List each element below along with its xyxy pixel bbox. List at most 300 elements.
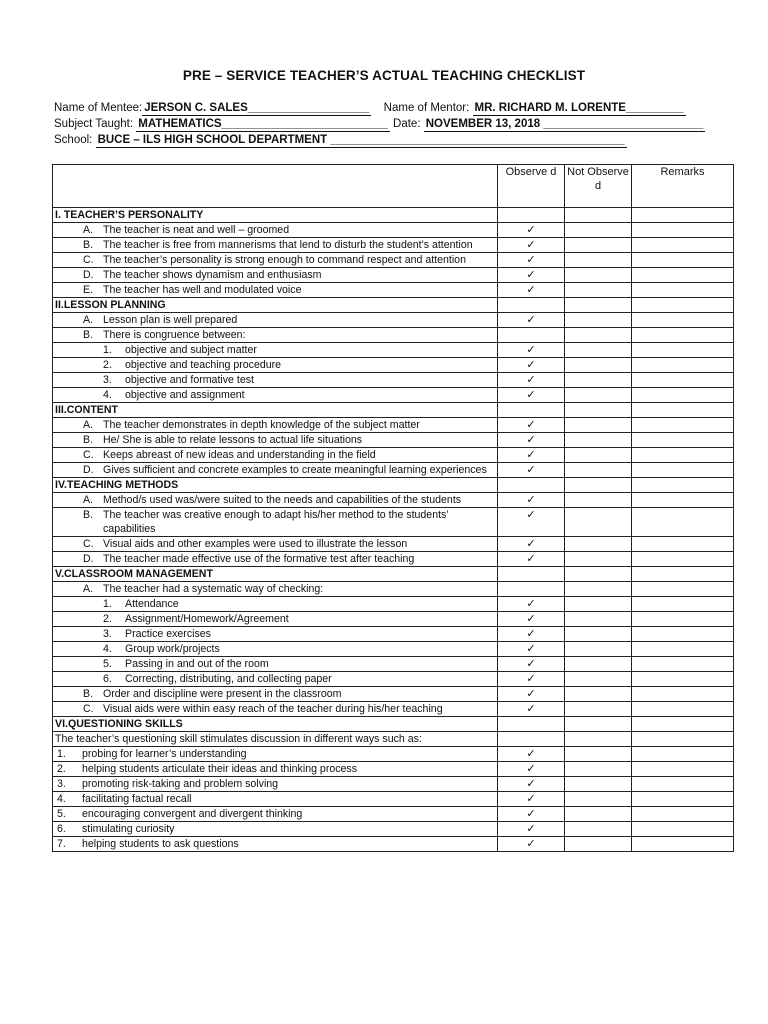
criterion-text: The teacher was creative enough to adapt his/her method to the students’ capabilities [103, 509, 449, 535]
observed-cell [498, 298, 565, 313]
table-row [53, 807, 734, 822]
not-observed-cell [565, 328, 632, 343]
criterion-cell [53, 822, 498, 837]
table-row [53, 747, 734, 762]
observed-cell [498, 582, 565, 597]
criterion-cell [53, 463, 498, 478]
observed-cell [498, 777, 565, 792]
criterion-cell [53, 253, 498, 268]
observed-cell [498, 657, 565, 672]
subject-label: Subject Taught: [54, 118, 134, 130]
criterion-label: 7. [57, 838, 66, 850]
not-observed-cell [565, 732, 632, 747]
not-observed-cell [565, 672, 632, 687]
check-icon: ✓ [526, 419, 536, 431]
criterion-cell [53, 702, 498, 717]
check-icon: ✓ [526, 389, 536, 401]
criterion-item [55, 313, 495, 327]
criterion-text: Visual aids and other examples were used to illustrate the lesson [103, 538, 408, 550]
observed-cell [498, 328, 565, 343]
section-title: IV.TEACHING METHODS [53, 478, 498, 493]
criterion-item [55, 612, 495, 626]
table-row [53, 328, 734, 343]
remarks-cell [632, 433, 734, 448]
criterion-label: D. [83, 464, 94, 476]
checklist-table [52, 164, 734, 852]
check-icon: ✓ [526, 359, 536, 371]
criterion-label: C. [83, 254, 94, 266]
observed-cell [498, 223, 565, 238]
not-observed-cell [565, 313, 632, 328]
check-icon: ✓ [526, 464, 536, 476]
check-icon: ✓ [526, 284, 536, 296]
criterion-text: helping students to ask questions [82, 838, 239, 850]
table-row [53, 777, 734, 792]
criterion-label: A. [83, 314, 94, 326]
observed-cell [498, 732, 565, 747]
criterion-label: A. [83, 583, 94, 595]
criterion-cell [53, 642, 498, 657]
observed-cell [498, 627, 565, 642]
table-row [53, 552, 734, 567]
not-observed-cell [565, 537, 632, 552]
criteria-header [53, 165, 498, 208]
table-row [53, 253, 734, 268]
section-row [53, 478, 734, 493]
remarks-cell [632, 268, 734, 283]
not-observed-cell [565, 837, 632, 852]
criterion-text: stimulating curiosity [82, 823, 175, 835]
criterion-cell [53, 552, 498, 567]
criterion-text: objective and formative test [125, 374, 254, 386]
table-row [53, 268, 734, 283]
table-row [53, 418, 734, 433]
criterion-text: objective and teaching procedure [125, 359, 282, 371]
section-row [53, 567, 734, 582]
check-icon: ✓ [526, 254, 536, 266]
criterion-cell [53, 747, 498, 762]
observed-cell [498, 762, 565, 777]
remarks-cell [632, 418, 734, 433]
observed-cell [498, 672, 565, 687]
check-icon: ✓ [526, 823, 536, 835]
criterion-text: Gives sufficient and concrete examples to create meaningful learning experiences [103, 464, 487, 476]
table-row [53, 463, 734, 478]
criterion-cell [53, 627, 498, 642]
remarks-cell [632, 253, 734, 268]
criterion-label: 4. [103, 389, 112, 401]
criterion-item [55, 552, 495, 566]
not-observed-cell [565, 448, 632, 463]
criterion-text: Correcting, distributing, and collecting paper [125, 673, 332, 685]
not-observed-cell [565, 268, 632, 283]
criterion-cell [53, 582, 498, 597]
check-icon: ✓ [526, 688, 536, 700]
observed-cell [498, 837, 565, 852]
criterion-cell [53, 597, 498, 612]
table-row [53, 687, 734, 702]
criterion-text: helping students articulate their ideas and thinking process [82, 763, 358, 775]
criterion-item [55, 418, 495, 432]
criterion-text: Visual aids were within easy reach of the teacher during his/her teaching [103, 703, 443, 715]
criterion-cell [53, 792, 498, 807]
criterion-item [55, 642, 495, 656]
not-observed-cell [565, 642, 632, 657]
observed-cell [498, 792, 565, 807]
table-row [53, 238, 734, 253]
criterion-cell [53, 448, 498, 463]
criterion-label: E. [83, 284, 94, 296]
criterion-item [55, 328, 495, 342]
not-observed-cell [565, 582, 632, 597]
remarks-cell [632, 642, 734, 657]
criterion-cell [53, 268, 498, 283]
check-icon: ✓ [526, 494, 536, 506]
observed-cell [498, 238, 565, 253]
table-row [53, 493, 734, 508]
criterion-text: Order and discipline were present in the classroom [103, 688, 342, 700]
not-observed-cell [565, 223, 632, 238]
criterion-text: There is congruence between: [103, 329, 246, 341]
criterion-item [55, 238, 495, 252]
remarks-cell [632, 597, 734, 612]
remarks-cell [632, 777, 734, 792]
criterion-label: 4. [57, 793, 66, 805]
check-icon: ✓ [526, 509, 536, 521]
not-observed-cell [565, 567, 632, 582]
criterion-label: 5. [103, 658, 112, 670]
criterion-text: objective and assignment [125, 389, 245, 401]
table-row [53, 657, 734, 672]
section-intro: The teacher’s questioning skill stimulates discussion in different ways such as: [53, 732, 498, 747]
observed-cell [498, 373, 565, 388]
remarks-cell [632, 328, 734, 343]
criterion-label: C. [83, 703, 94, 715]
criterion-label: 6. [57, 823, 66, 835]
not-observed-cell [565, 358, 632, 373]
criterion-label: 3. [57, 778, 66, 790]
check-icon: ✓ [526, 643, 536, 655]
not-observed-cell [565, 238, 632, 253]
check-icon: ✓ [526, 598, 536, 610]
observed-cell [498, 642, 565, 657]
check-icon: ✓ [526, 628, 536, 640]
not-observed-cell [565, 717, 632, 732]
observed-cell [498, 208, 565, 223]
criterion-text: The teacher had a systematic way of checking: [103, 583, 324, 595]
observed-cell [498, 388, 565, 403]
criterion-cell [53, 687, 498, 702]
remarks-cell [632, 358, 734, 373]
criterion-label: B. [83, 434, 94, 446]
table-row [53, 448, 734, 463]
table-row [53, 612, 734, 627]
check-icon: ✓ [526, 838, 536, 850]
not-observed-cell [565, 298, 632, 313]
criterion-label: 2. [103, 359, 112, 371]
criterion-cell [53, 343, 498, 358]
remarks-cell [632, 537, 734, 552]
mentor-label: Name of Mentor: [383, 102, 470, 114]
section-intro-row [53, 732, 734, 747]
remarks-cell [632, 478, 734, 493]
remarks-cell [632, 223, 734, 238]
criterion-item [55, 807, 495, 821]
observed-cell [498, 702, 565, 717]
criterion-item [55, 822, 495, 836]
observed-cell [498, 268, 565, 283]
criterion-label: C. [83, 538, 94, 550]
criterion-cell [53, 283, 498, 298]
remarks-cell [632, 582, 734, 597]
remarks-cell [632, 343, 734, 358]
not-observed-cell [565, 792, 632, 807]
criterion-text: Practice exercises [125, 628, 211, 640]
remarks-cell [632, 373, 734, 388]
remarks-cell [632, 567, 734, 582]
subject-value: MATHEMATICS__________________________ [138, 118, 388, 130]
section-row [53, 717, 734, 732]
table-row [53, 508, 734, 537]
table-row [53, 597, 734, 612]
table-row [53, 702, 734, 717]
criterion-item [55, 493, 495, 507]
table-row [53, 822, 734, 837]
observed-cell [498, 283, 565, 298]
not-observed-header: Not Observe d [565, 165, 632, 208]
criterion-item [55, 508, 495, 536]
check-icon: ✓ [526, 434, 536, 446]
observed-cell [498, 463, 565, 478]
criterion-cell [53, 837, 498, 852]
observed-cell [498, 478, 565, 493]
observed-cell [498, 612, 565, 627]
criterion-label: 3. [103, 628, 112, 640]
remarks-cell [632, 238, 734, 253]
criterion-item [55, 358, 495, 372]
criterion-item [55, 747, 495, 761]
not-observed-cell [565, 552, 632, 567]
observed-cell [498, 508, 565, 537]
remarks-cell [632, 313, 734, 328]
criterion-item [55, 837, 495, 851]
section-row [53, 403, 734, 418]
criterion-item [55, 343, 495, 357]
criterion-text: Attendance [125, 598, 179, 610]
criterion-label: B. [83, 688, 94, 700]
criterion-text: Assignment/Homework/Agreement [125, 613, 289, 625]
table-row [53, 537, 734, 552]
check-icon: ✓ [526, 374, 536, 386]
criterion-cell [53, 313, 498, 328]
criterion-label: 1. [103, 598, 112, 610]
remarks-cell [632, 448, 734, 463]
criterion-cell [53, 418, 498, 433]
criterion-text: encouraging convergent and divergent thinking [82, 808, 303, 820]
check-icon: ✓ [526, 613, 536, 625]
criterion-label: D. [83, 553, 94, 565]
observed-header: Observe d [498, 165, 565, 208]
observed-cell [498, 552, 565, 567]
remarks-cell [632, 807, 734, 822]
check-icon: ✓ [526, 658, 536, 670]
check-icon: ✓ [526, 344, 536, 356]
criterion-item [55, 373, 495, 387]
date-value: NOVEMBER 13, 2018 _________________________ [425, 118, 704, 130]
observed-cell [498, 253, 565, 268]
remarks-cell [632, 403, 734, 418]
criterion-text: The teacher shows dynamism and enthusiasm [103, 269, 322, 281]
criterion-text: The teacher’s personality is strong enough to command respect and attention [103, 254, 466, 266]
criterion-item [55, 283, 495, 297]
table-row [53, 343, 734, 358]
criterion-item [55, 433, 495, 447]
remarks-cell [632, 672, 734, 687]
table-row [53, 313, 734, 328]
table-row [53, 388, 734, 403]
criterion-cell [53, 373, 498, 388]
header-row-subject [54, 117, 734, 132]
criterion-cell [53, 433, 498, 448]
criterion-cell [53, 223, 498, 238]
criterion-item [55, 253, 495, 267]
observed-cell [498, 747, 565, 762]
criterion-text: The teacher demonstrates in depth knowledge of the subject matter [103, 419, 420, 431]
criterion-text: probing for learner’s understanding [82, 748, 247, 760]
table-row [53, 582, 734, 597]
remarks-cell [632, 283, 734, 298]
observed-cell [498, 567, 565, 582]
remarks-cell [632, 298, 734, 313]
remarks-cell [632, 762, 734, 777]
criterion-item [55, 777, 495, 791]
section-row [53, 298, 734, 313]
criterion-label: A. [83, 419, 94, 431]
criterion-text: The teacher has well and modulated voice [103, 284, 302, 296]
not-observed-cell [565, 807, 632, 822]
observed-cell [498, 343, 565, 358]
observed-cell [498, 537, 565, 552]
remarks-cell [632, 822, 734, 837]
observed-cell [498, 313, 565, 328]
not-observed-cell [565, 478, 632, 493]
check-icon: ✓ [526, 703, 536, 715]
criterion-item [55, 268, 495, 282]
observed-cell [498, 418, 565, 433]
check-icon: ✓ [526, 808, 536, 820]
criterion-label: 1. [103, 344, 112, 356]
criterion-cell [53, 493, 498, 508]
criterion-item [55, 597, 495, 611]
table-header-row [53, 165, 734, 208]
remarks-cell [632, 552, 734, 567]
not-observed-cell [565, 747, 632, 762]
observed-cell [498, 358, 565, 373]
date-label: Date: [393, 118, 421, 130]
criterion-item [55, 448, 495, 462]
remarks-cell [632, 702, 734, 717]
remarks-cell [632, 508, 734, 537]
remarks-cell [632, 687, 734, 702]
remarks-cell [632, 657, 734, 672]
not-observed-cell [565, 403, 632, 418]
criterion-text: Keeps abreast of new ideas and understanding in the field [103, 449, 376, 461]
criterion-cell [53, 672, 498, 687]
not-observed-cell [565, 612, 632, 627]
criterion-text: The teacher is free from mannerisms that lend to disturb the student’s attention [103, 239, 473, 251]
table-row [53, 627, 734, 642]
remarks-cell [632, 747, 734, 762]
not-observed-cell [565, 702, 632, 717]
criterion-label: 3. [103, 374, 112, 386]
check-icon: ✓ [526, 778, 536, 790]
criterion-label: B. [83, 239, 94, 251]
criterion-cell [53, 508, 498, 537]
criterion-item [55, 463, 495, 477]
check-icon: ✓ [526, 673, 536, 685]
not-observed-cell [565, 597, 632, 612]
table-row [53, 358, 734, 373]
check-icon: ✓ [526, 538, 536, 550]
check-icon: ✓ [526, 224, 536, 236]
criterion-text: Group work/projects [125, 643, 220, 655]
school-value: BUCE – ILS HIGH SCHOOL DEPARTMENT ______________________________________________ [97, 134, 625, 146]
criterion-item [55, 672, 495, 686]
header-row-names [54, 101, 734, 116]
criterion-cell [53, 807, 498, 822]
observed-cell [498, 807, 565, 822]
criterion-label: 5. [57, 808, 66, 820]
criterion-cell [53, 537, 498, 552]
criterion-item [55, 657, 495, 671]
criterion-item [55, 223, 495, 237]
criterion-cell [53, 612, 498, 627]
criterion-item [55, 537, 495, 551]
observed-cell [498, 687, 565, 702]
table-row [53, 762, 734, 777]
observed-cell [498, 493, 565, 508]
criterion-text: Lesson plan is well prepared [103, 314, 238, 326]
criterion-label: 6. [103, 673, 112, 685]
not-observed-cell [565, 433, 632, 448]
not-observed-cell [565, 822, 632, 837]
observed-cell [498, 822, 565, 837]
criterion-text: Method/s used was/were suited to the needs and capabilities of the students [103, 494, 462, 506]
remarks-cell [632, 493, 734, 508]
check-icon: ✓ [526, 748, 536, 760]
mentee-value: JERSON C. SALES___________________ [144, 102, 370, 114]
observed-cell [498, 717, 565, 732]
remarks-header: Remarks [632, 165, 734, 208]
criterion-label: D. [83, 269, 94, 281]
section-row [53, 208, 734, 223]
table-row [53, 283, 734, 298]
criterion-item [55, 762, 495, 776]
section-title: II.LESSON PLANNING [53, 298, 498, 313]
not-observed-cell [565, 253, 632, 268]
criterion-text: He/ She is able to relate lessons to actual life situations [103, 434, 363, 446]
criterion-label: 2. [57, 763, 66, 775]
check-icon: ✓ [526, 269, 536, 281]
criterion-item [55, 582, 495, 596]
table-row [53, 837, 734, 852]
criterion-item [55, 388, 495, 402]
criterion-label: 2. [103, 613, 112, 625]
criterion-item [55, 702, 495, 716]
table-row [53, 672, 734, 687]
criterion-cell [53, 657, 498, 672]
criterion-cell [53, 238, 498, 253]
